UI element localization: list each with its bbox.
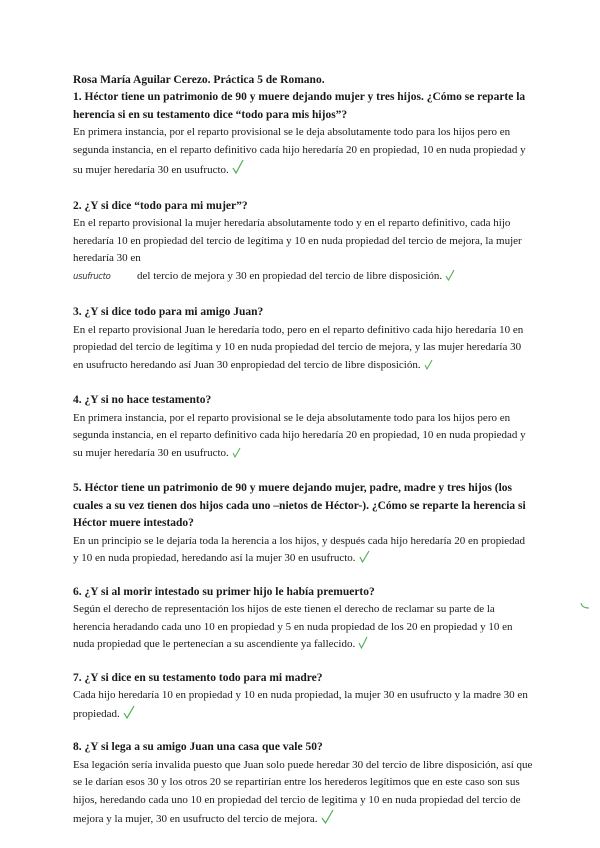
checkmark-icon bbox=[445, 269, 455, 281]
answer-6-text: Según el derecho de representación los hijos de este tienen el derecho de reclamar su parte de la herencia heradando cada uno 10 en propiedad y 5 en nuda propiedad de los 20 en propiedad y 10 en nuda propiedad que le pertenecían a su ascendiente ya fallecido. bbox=[73, 603, 513, 650]
question-block-2 bbox=[73, 198, 533, 287]
answer-4 bbox=[73, 410, 533, 463]
question-7: 7. ¿Y si dice en su testamento todo para mi madre? bbox=[73, 671, 323, 684]
answer-3 bbox=[73, 322, 533, 375]
answer-5-text: En un principio se le dejaría toda la herencia a los hijos, y después cada hijo heredaría 20 en propiedad y 10 en nuda propiedad, heredando así la mujer 30 en usufructo. bbox=[73, 534, 526, 564]
checkmark-icon bbox=[358, 636, 368, 649]
checkmark-icon bbox=[359, 550, 370, 563]
question-8: 8. ¿Y si lega a su amigo Juan una casa que vale 50? bbox=[73, 741, 323, 753]
answer-5 bbox=[73, 533, 533, 568]
question-4: 4. ¿Y si no hace testamento? bbox=[73, 394, 212, 406]
document-header: Rosa María Aguilar Cerezo. Práctica 5 de Romano. bbox=[73, 74, 325, 86]
answer-2-text-after: del tercio de mejora y 30 en propiedad del tercio de libre disposición. bbox=[137, 269, 443, 282]
question-2: 2. ¿Y si dice “todo para mi mujer”? bbox=[73, 199, 248, 212]
handwritten-correction: usufructo bbox=[73, 271, 111, 282]
answer-4-text: En primera instancia, por el reparto provisional se le deja absolutamente todo para los hijos pero en segunda instancia, en el reparto definitivo cada hijo heredaría 20 en propiedad, 10 en nuda propiedad y su mujer heredaría 30 en usufructo. bbox=[73, 411, 526, 459]
question-block-3 bbox=[73, 304, 533, 374]
answer-8-text: Esa legación sería invalida puesto que Juan solo puede heredar 30 del tercio de libre disposición, así que se le darían esos 30 y los otros 20 se repartirían entre los herederos legítimos que en este caso son sus hijos, heredando cada uno 10 en propiedad del tercio de legitima y 10 en nuda propiedad del tercio de mejora y la mujer, 30 en usufructo del tercio de mejora. bbox=[73, 758, 533, 825]
checkmark-icon bbox=[321, 809, 334, 824]
question-block-7 bbox=[73, 670, 533, 724]
question-1: 1. Héctor tiene un patrimonio de 90 y muere dejando mujer y tres hijos. ¿Cómo se reparte la herencia si en su testamento dice “todo para mis hijos”? bbox=[73, 91, 526, 121]
question-block-5 bbox=[73, 480, 533, 568]
question-5: 5. Héctor tiene un patrimonio de 90 y muere dejando mujer, padre, madre y tres hijos (los cuales a su vez tienen dos hijos cada uno –nietos de Héctor-). ¿Cómo se reparte la herencia si Héctor muere intestado? bbox=[73, 482, 526, 529]
question-3: 3. ¿Y si dice todo para mi amigo Juan? bbox=[73, 306, 264, 318]
answer-3-text: En el reparto provisional Juan le heredaría todo, pero en el reparto definitivo cada hijo heredaría 10 en propiedad del tercio de legítima y 10 en nuda propiedad del tercio de mejora, y las mujer heredaría 30 en usufructo heredando así Juan 30 enpropiedad del tercio de libre disposición. bbox=[73, 323, 524, 371]
document-body bbox=[73, 72, 533, 829]
answer-2 bbox=[73, 215, 533, 286]
answer-6 bbox=[73, 601, 533, 654]
answer-8 bbox=[73, 757, 533, 829]
answer-7 bbox=[73, 687, 533, 723]
pen-mark-icon bbox=[580, 597, 590, 615]
answer-2-text-before: En el reparto provisional la mujer heredaría absolutamente todo y en el reparto definitivo, cada hijo heredaría 10 en propiedad del tercio de legítima y 10 en nuda propiedad del tercio de mejora, la mujer heredaría 30 en bbox=[73, 217, 522, 264]
question-block-6 bbox=[73, 584, 533, 654]
checkmark-icon bbox=[123, 705, 135, 719]
question-block-4 bbox=[73, 392, 533, 462]
answer-7-text: Cada hijo heredaría 10 en propiedad y 10 en nuda propiedad, la mujer 30 en usufructo y la madre 30 en propiedad. bbox=[73, 689, 528, 720]
checkmark-icon bbox=[232, 159, 244, 175]
question-6: 6. ¿Y si al morir intestado su primer hijo le había premuerto? bbox=[73, 585, 375, 598]
question-block-1 bbox=[73, 89, 533, 180]
question-block-8 bbox=[73, 739, 533, 829]
checkmark-icon bbox=[424, 359, 433, 370]
answer-1 bbox=[73, 124, 533, 180]
checkmark-icon bbox=[232, 447, 241, 458]
answer-1-text: En primera instancia, por el reparto provisional se le deja absolutamente todo para los hijos pero en segunda instancia, en el reparto definitivo cada hijo heredaría 20 en propiedad, 10 en nuda propiedad y su mujer heredaría 30 en usufructo. bbox=[73, 126, 526, 176]
